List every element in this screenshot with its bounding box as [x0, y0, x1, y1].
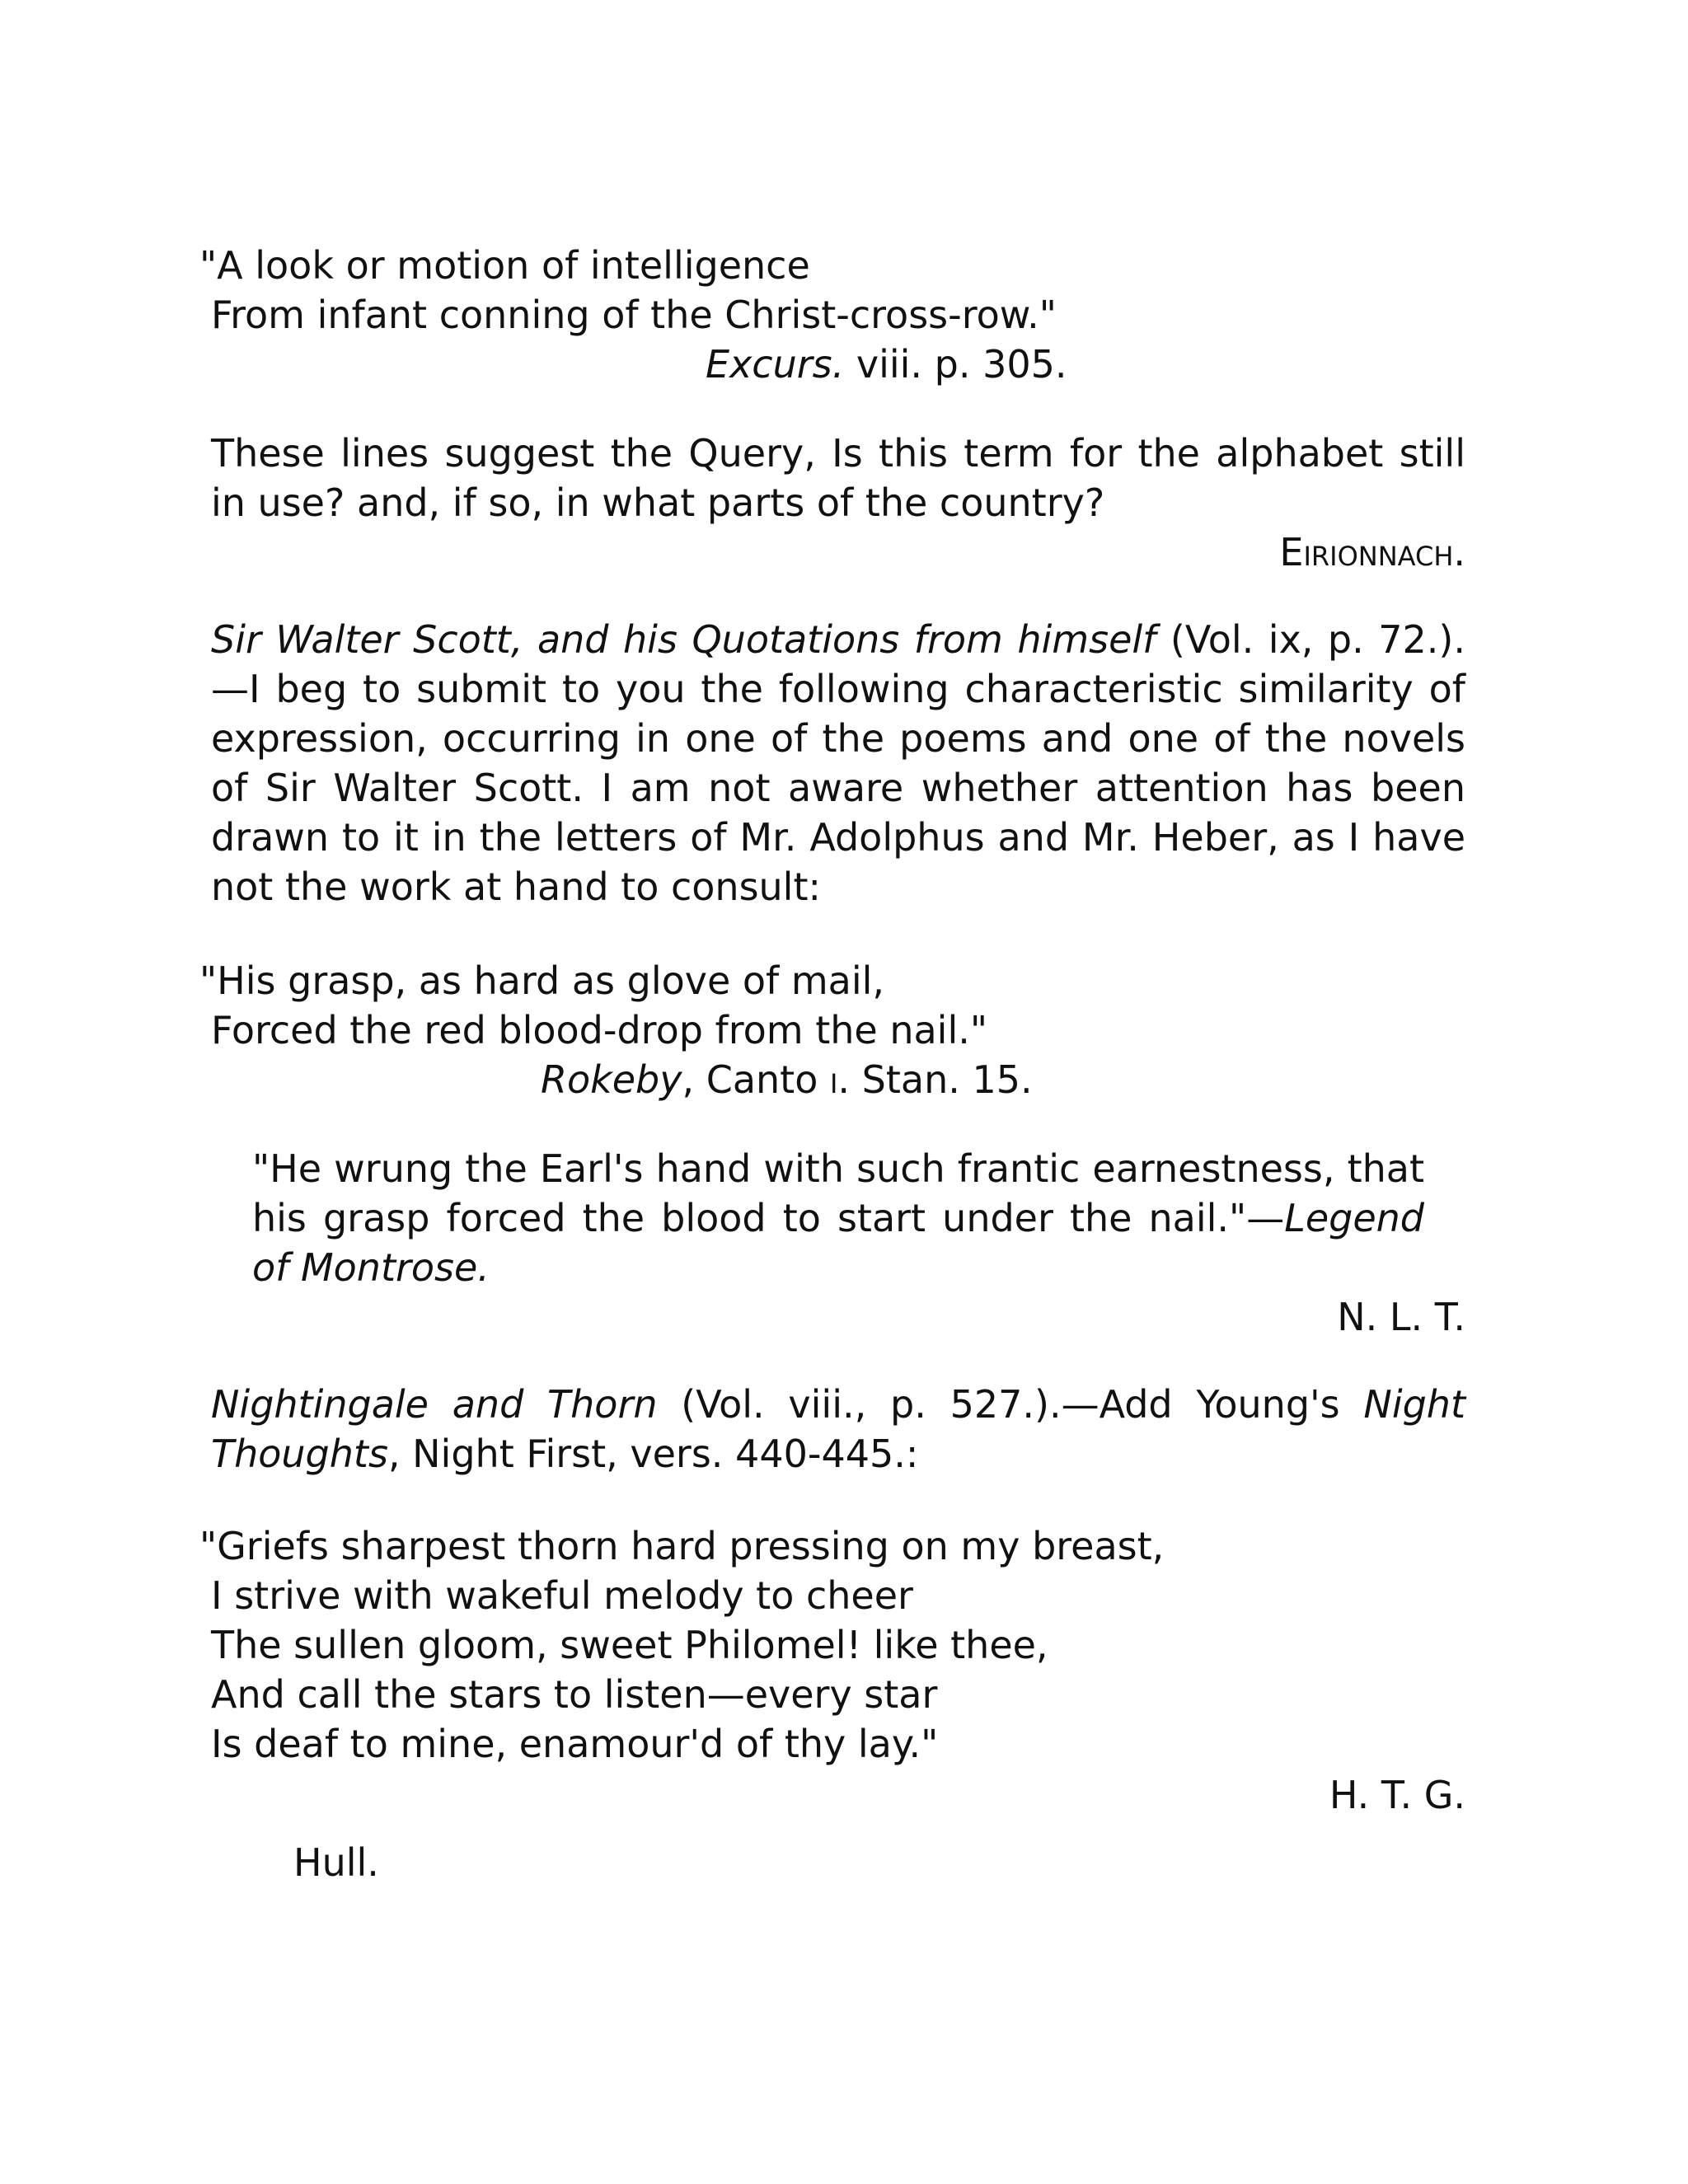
verse-line: From infant conning of the Christ-cross-row."	[211, 293, 1057, 337]
citation-title: Excurs.	[706, 342, 845, 387]
verse-line: "His grasp, as hard as glove of mail,	[199, 958, 885, 1003]
article-title: Nightingale and Thorn	[211, 1382, 658, 1427]
work-title: Night Thoughts	[211, 1382, 1465, 1476]
query-paragraph: These lines suggest the Query, Is this term for the alphabet still in use? and, if so, in what parts of the country?	[211, 431, 1465, 525]
verse-line: "Griefs sharpest thorn hard pressing on my breast,	[199, 1524, 1165, 1568]
article-body: (Vol. viii., p. 527.).—Add Young's	[657, 1382, 1364, 1427]
signature: N. L. T.	[1337, 1295, 1465, 1339]
article-body-end: , Night First, vers. 440-445.:	[387, 1432, 919, 1476]
place-line: Hull.	[293, 1840, 379, 1885]
verse-line: "A look or motion of intelligence	[199, 243, 810, 288]
signature: H. T. G.	[1329, 1773, 1465, 1817]
citation-ref: , Canto	[682, 1057, 830, 1102]
citation-ref: viii. p. 305.	[844, 342, 1067, 387]
verse-line: Is deaf to mine, enamour'd of thy lay."	[211, 1722, 939, 1766]
article-body: (Vol. ix, p. 72.).—I beg to submit to you the following characteristic similarity of expression, occurring in one of the poems and one of the novels of Sir Walter Scott. I am not aware whether attention has been drawn to it in the letters of Mr. Adolphus and Mr. Heber, as I have not the work at hand to consult:	[211, 617, 1466, 909]
citation-title: Rokeby	[541, 1057, 682, 1102]
verse-line: I strive with wakeful melody to cheer	[211, 1573, 913, 1618]
verse-line: Forced the red blood-drop from the nail."	[211, 1008, 988, 1052]
quotation-text: "He wrung the Earl's hand with such frantic earnestness, that his grasp forced the blood to start under the nail."—	[252, 1146, 1424, 1240]
prose-quotation	[252, 1144, 1424, 1292]
citation-stanza: . Stan. 15.	[837, 1057, 1033, 1102]
verse-line: The sullen gloom, sweet Philomel! like thee,	[211, 1623, 1048, 1667]
citation-canto: i	[829, 1057, 838, 1102]
article-title: Sir Walter Scott, and his Quotations from himself	[211, 617, 1156, 662]
nightingale-paragraph	[211, 1380, 1465, 1479]
quotation-source: Legend of Montrose.	[252, 1196, 1424, 1290]
verse-line: And call the stars to listen—every star	[211, 1672, 938, 1717]
verse-citation	[541, 1055, 1033, 1104]
scott-paragraph	[211, 615, 1465, 912]
verse-citation	[706, 340, 1067, 389]
signature: Eirionnach.	[1279, 530, 1465, 574]
